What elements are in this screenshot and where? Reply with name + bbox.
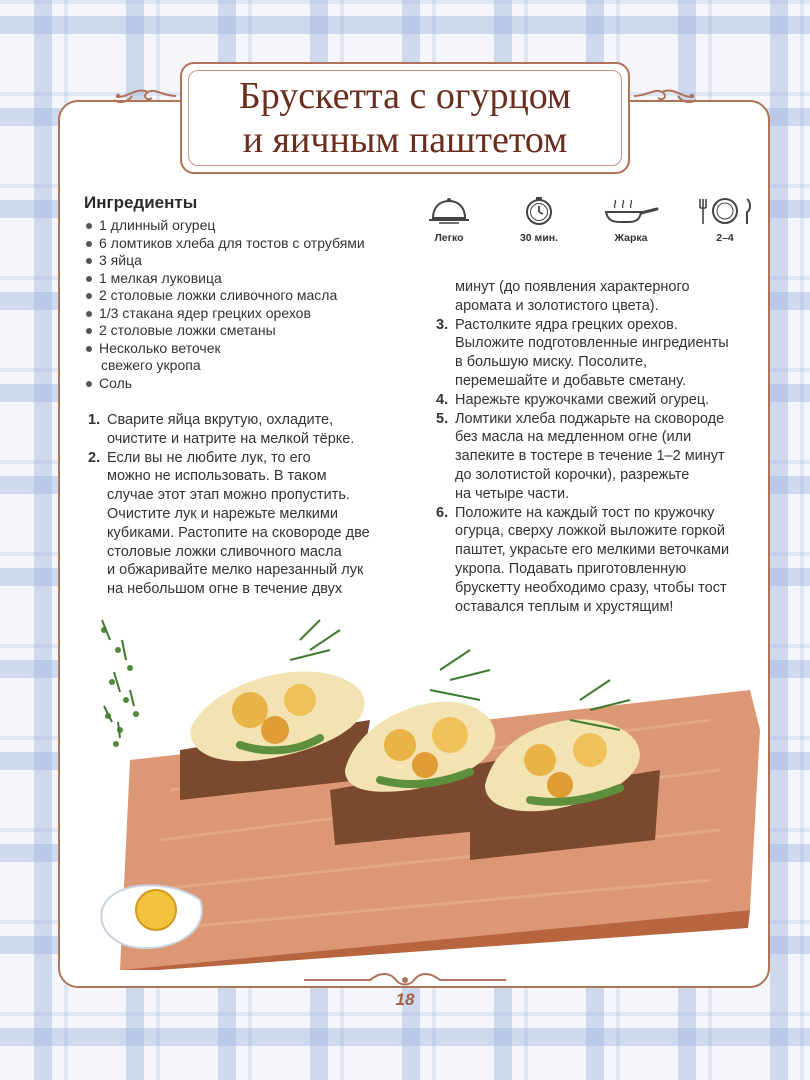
step-line: паштет, украсьте его мелкими веточками — [455, 542, 730, 559]
difficulty-label: Легко — [434, 232, 464, 244]
recipe-info-row — [420, 196, 760, 256]
step-2-continued — [436, 278, 729, 316]
title-line-1: Брускетта с огурцом — [238, 75, 572, 117]
step-line: Положите на каждый тост по кружочку — [455, 504, 715, 521]
step-line: в большую миску. Посолите, — [455, 354, 648, 371]
step-number: 3. — [436, 316, 449, 333]
ingredient-item: 1/3 стакана ядер грецких орехов — [84, 305, 365, 323]
difficulty-info — [414, 196, 484, 244]
ingredient-item: 2 столовые ложки сливочного масла — [84, 287, 365, 305]
step-line: до золотистой корочки), разрежьте — [455, 466, 690, 483]
step-4 — [436, 391, 729, 410]
ingredients-list — [84, 217, 365, 392]
method-info — [596, 196, 666, 244]
step-line: укропа. Подавать приготовленную — [455, 560, 687, 577]
step-line: оставался теплым и хрустящим! — [455, 598, 674, 615]
ingredient-item: 1 мелкая луковица — [84, 270, 365, 288]
step-line: можно не использовать. В таком — [107, 468, 327, 485]
ingredient-text: Несколько веточек — [99, 339, 221, 356]
ingredient-item: Соль — [84, 375, 365, 393]
step-line: кубиками. Растопите на сковороде две — [107, 524, 370, 541]
ingredient-item — [84, 340, 365, 375]
bottom-flourish-icon — [300, 968, 510, 992]
step-line: Если вы не любите лук, то его — [107, 449, 311, 466]
ingredient-item: 1 длинный огурец — [84, 217, 365, 235]
step-line: Ломтики хлеба поджарьте на сковороде — [455, 410, 725, 427]
step-line: на небольшом огне в течение двух — [107, 581, 343, 598]
title-flourish-right-icon — [632, 84, 698, 108]
step-line: случае этот этап можно пропустить. — [107, 487, 350, 504]
dill-sprigs-icon — [101, 620, 139, 747]
servings-info — [690, 196, 760, 244]
cloche-icon — [427, 196, 471, 226]
step-line: брускетту необходимо сразу, чтобы тост — [455, 579, 727, 596]
time-info — [504, 196, 574, 244]
title-flourish-left-icon — [112, 84, 178, 108]
step-line: на четыре части. — [455, 485, 570, 502]
page-number: 18 — [395, 990, 415, 1009]
plate-cutlery-icon — [697, 196, 753, 226]
step-line: Сварите яйца вкрутую, охладите, — [107, 412, 334, 428]
step-number: 6. — [436, 504, 449, 521]
step-line: перемешайте и добавьте сметану. — [455, 372, 687, 389]
step-line: без масла на медленном огне (или — [455, 429, 692, 446]
step-number: 1. — [88, 412, 101, 428]
timer-icon — [517, 196, 561, 226]
step-2 — [88, 449, 370, 599]
step-line: Растолките ядра грецких орехов. — [455, 316, 678, 333]
step-6 — [436, 504, 729, 617]
step-number: 5. — [436, 410, 449, 427]
step-line: Нарежьте кружочками свежий огурец. — [455, 391, 710, 408]
step-number: 4. — [436, 391, 449, 408]
step-line: огурца, сверху ложкой выложите горкой — [455, 523, 725, 540]
ingredients-heading: Ингредиенты — [84, 193, 198, 212]
frying-pan-icon — [603, 196, 659, 226]
servings-label: 2–4 — [716, 232, 734, 244]
bruschetta-on-board-illustration — [60, 610, 780, 970]
title-box — [180, 62, 630, 174]
step-number: 2. — [88, 449, 101, 466]
ingredient-item: 2 столовые ложки сметаны — [84, 322, 365, 340]
step-line: запеките в тостере в течение 1–2 минут — [455, 448, 725, 465]
step-line: Очистите лук и нарежьте мелкими — [107, 505, 338, 522]
steps-left-column — [88, 411, 370, 599]
step-line: и обжаривайте мелко нарезанный лук — [107, 562, 364, 579]
steps-right-column — [436, 278, 729, 616]
step-line: Выложите подготовленные ингредиенты — [455, 335, 729, 352]
bruschetta-toast — [180, 620, 370, 800]
title-line-2: и яичным паштетом — [242, 119, 568, 161]
ingredient-continuation: свежего укропа — [101, 357, 201, 373]
step-line: минут (до появления характерного — [455, 279, 690, 295]
time-label: 30 мин. — [519, 232, 559, 244]
step-line: очистите и натрите на мелкой тёрке. — [107, 430, 355, 447]
ingredient-item: 6 ломтиков хлеба для тостов с отрубями — [84, 235, 365, 253]
step-line: столовые ложки сливочного масла — [107, 543, 342, 560]
step-1 — [88, 411, 370, 449]
step-3 — [436, 316, 729, 391]
step-line: аромата и золотистого цвета). — [455, 297, 659, 314]
step-5 — [436, 410, 729, 504]
ingredient-item: 3 яйца — [84, 252, 365, 270]
method-label: Жарка — [614, 232, 648, 244]
